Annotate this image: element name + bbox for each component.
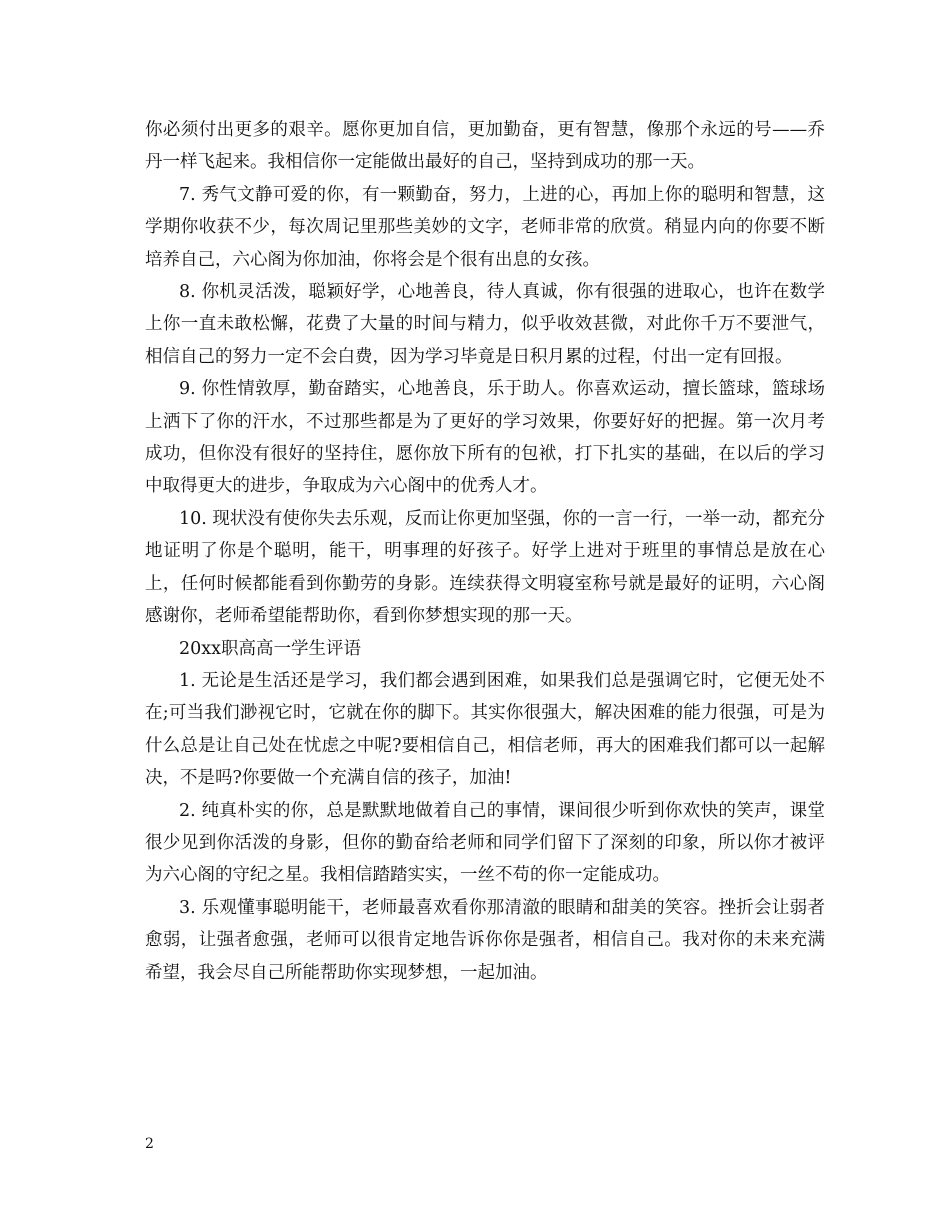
paragraph-section-item-2: 2. 纯真朴实的你，总是默默地做着自己的事情，课间很少听到你欢快的笑声，课堂很少见到你活泼的身影，但你的勤奋给老师和同学们留下了深刻的印象，所以你才被评为六心阁的守纪之星。我相信踏踏实实，一丝不苟的你一定能成功。	[145, 800, 825, 886]
section-heading: 20xx职高高一学生评语	[179, 638, 362, 659]
paragraph-section-item-1: 1. 无论是生活还是学习，我们都会遇到困难，如果我们总是强调它时，它便无处不在;可当我们渺视它时，它就在你的脚下。其实你很强大，解决困难的能力很强，可是为什么总是让自己处在忧虑之中呢?要相信自己，相信老师，再大的困难我们都可以一起解决，不是吗?你要做一个充满自信的孩子，加油!	[145, 670, 825, 789]
document-body	[145, 114, 825, 989]
paragraph-item-8: 8. 你机灵活泼，聪颖好学，心地善良，待人真诚，你有很强的进取心，也许在数学上你一直未敢松懈，花费了大量的时间与精力，似乎收效甚微，对此你千万不要泄气，相信自己的努力一定不会白费，因为学习毕竟是日积月累的过程，付出一定有回报。	[145, 282, 825, 367]
paragraph-section-item-3: 3. 乐观懂事聪明能干，老师最喜欢看你那清澈的眼睛和甜美的笑容。挫折会让弱者愈弱，让强者愈强，老师可以很肯定地告诉你你是强者，相信自己。我对你的未来充满希望，我会尽自己所能帮助你实现梦想，一起加油。	[145, 897, 825, 983]
paragraph-item-9: 9. 你性情敦厚，勤奋踏实，心地善良，乐于助人。你喜欢运动，擅长篮球，篮球场上洒下了你的汗水，不过那些都是为了更好的学习效果，你要好好的把握。第一次月考成功，但你没有很好的坚持住，愿你放下所有的包袱，打下扎实的基础，在以后的学习中取得更大的进步，争取成为六心阁中的优秀人才。	[145, 379, 825, 497]
paragraph-continuation: 你必须付出更多的艰辛。愿你更加自信，更加勤奋，更有智慧，像那个永远的号——乔丹一样飞起来。我相信你一定能做出最好的自己，坚持到成功的那一天。	[145, 120, 825, 173]
paragraph-item-10: 10. 现状没有使你失去乐观，反而让你更加坚强，你的一言一行，一举一动，都充分地证明了你是个聪明，能干，明事理的好孩子。好学上进对于班里的事情总是放在心上，任何时候都能看到你勤劳的身影。连续获得文明寝室称号就是最好的证明，六心阁感谢你，老师希望能帮助你，看到你梦想实现的那一天。	[145, 508, 825, 627]
page-number: 2	[145, 1136, 154, 1152]
paragraph-item-7: 7. 秀气文静可爱的你，有一颗勤奋，努力，上进的心，再加上你的聪明和智慧，这学期你收获不少，每次周记里那些美妙的文字，老师非常的欣赏。稍显内向的你要不断培养自己，六心阁为你加油，你将会是个很有出息的女孩。	[145, 184, 825, 270]
